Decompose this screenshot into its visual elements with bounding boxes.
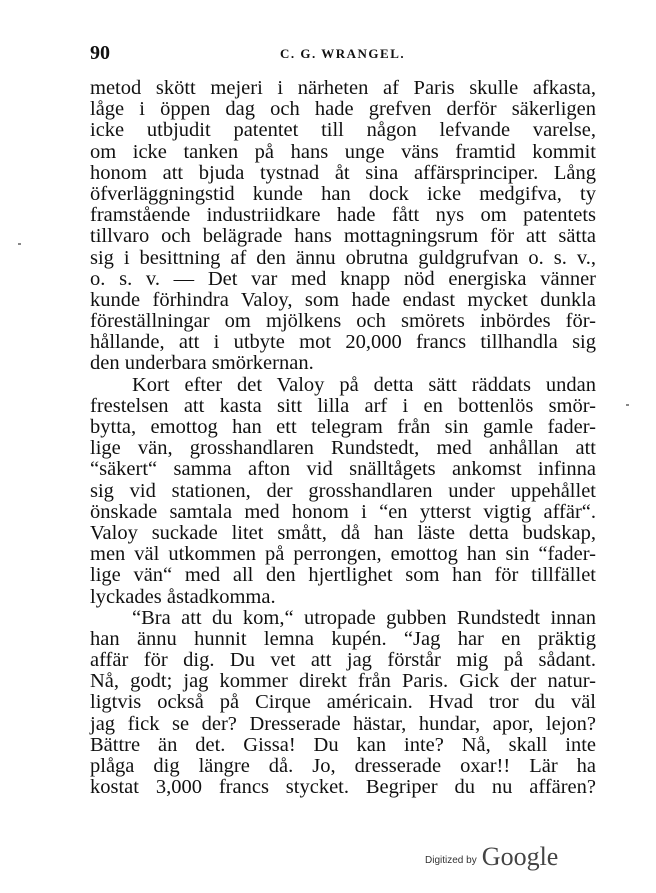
text-line: kunde förhindra Valoy, som hade endast mycket dunkla xyxy=(90,288,596,311)
text-line: han ännu hunnit lemna kupén. “Jag har en präktig xyxy=(90,627,596,650)
text-line: lige vän“ med all den hjertlighet som han för tillfället xyxy=(90,564,596,587)
text-line: metod skött mejeri i närheten af Paris skulle afkasta, xyxy=(90,77,596,99)
paragraph-start-line: Kort efter det Valoy på detta sätt räddats undan xyxy=(132,373,596,396)
text-line: icke utbjudit patentet till någon lefvande varelse, xyxy=(90,119,596,142)
paragraph-end-line: lyckades åstadkomma. xyxy=(90,585,276,608)
text-line: plåga dig längre då. Jo, dresserade oxar!! Lär ha xyxy=(90,755,596,777)
google-logo: Google xyxy=(481,842,559,871)
text-line: kostat 3,000 francs stycket. Begriper du nu affären? xyxy=(90,776,596,799)
text-line: ligtvis också på Cirque américain. Hvad tror du väl xyxy=(90,691,596,714)
text-line: Nå, godt; jag kommer direkt från Paris. Gick der natur- xyxy=(90,670,596,693)
scan-speck xyxy=(18,243,21,245)
text-line: önskade samtala med honom i “en ytterst vigtig affär“. xyxy=(90,500,596,523)
text-line: öfverläggningstid kunde han dock icke medgifva, ty xyxy=(90,182,596,205)
text-line: lige vän, grosshandlaren Rundstedt, med anhållan att xyxy=(90,437,596,460)
text-line: honom att bjuda tystnad åt sina affärsprinciper. Lång xyxy=(90,161,596,184)
text-line: Valoy suckade litet smått, då han läste detta budskap, xyxy=(90,521,596,544)
text-line: affär för dig. Du vet att jag förstår mig på sådant. xyxy=(90,649,596,672)
text-line: hållande, att i utbyte mot 20,000 francs tillhandla sig xyxy=(90,331,596,354)
text-line: frestelsen att kasta sitt lilla arf i en bottenlös smör- xyxy=(90,394,596,417)
text-line: sig vid stationen, der grosshandlaren under uppehållet xyxy=(90,479,596,502)
scan-speck xyxy=(626,404,629,406)
page-number: 90 xyxy=(90,42,110,64)
text-line: men väl utkommen på perrongen, emottog han sin “fader- xyxy=(90,543,596,566)
text-line: framstående industriidkare hade fått nys om patentets xyxy=(90,204,596,227)
text-line: jag fick se der? Dresserade hästar, hundar, apor, lejon? xyxy=(90,712,596,735)
text-line: tillvaro och belägrade hans mottagningsrum för att sätta xyxy=(90,225,596,248)
text-line: bytta, emottog han ett telegram från sin gamle fader- xyxy=(90,416,596,438)
watermark-prefix: Digitized by xyxy=(425,855,477,866)
text-line: sig i besittning af den ännu obrutna guldgrufvan o. s. v., xyxy=(90,246,596,269)
paragraph-start-line: “Bra att du kom,“ utropade gubben Rundstedt innan xyxy=(132,606,596,629)
text-line: föreställningar om mjölkens och smörets inbördes för- xyxy=(90,310,596,333)
text-line: o. s. v. — Det var med knapp nöd energiska vänner xyxy=(90,267,596,290)
digitized-watermark xyxy=(425,842,558,872)
text-line: låge i öppen dag och hade grefven derför säkerligen xyxy=(90,98,596,121)
text-line: Bättre än det. Gissa! Du kan inte? Nå, skall inte xyxy=(90,733,596,756)
page-header xyxy=(90,42,592,66)
text-line: “säkert“ samma afton vid snälltågets ankomst infinna xyxy=(90,458,596,481)
paragraph-end-line: den underbara smörkernan. xyxy=(90,352,314,375)
text-line: om icke tanken på hans unge väns framtid kommit xyxy=(90,140,596,163)
running-head: C. G. WRANGEL. xyxy=(280,46,406,61)
body-text xyxy=(90,78,596,798)
